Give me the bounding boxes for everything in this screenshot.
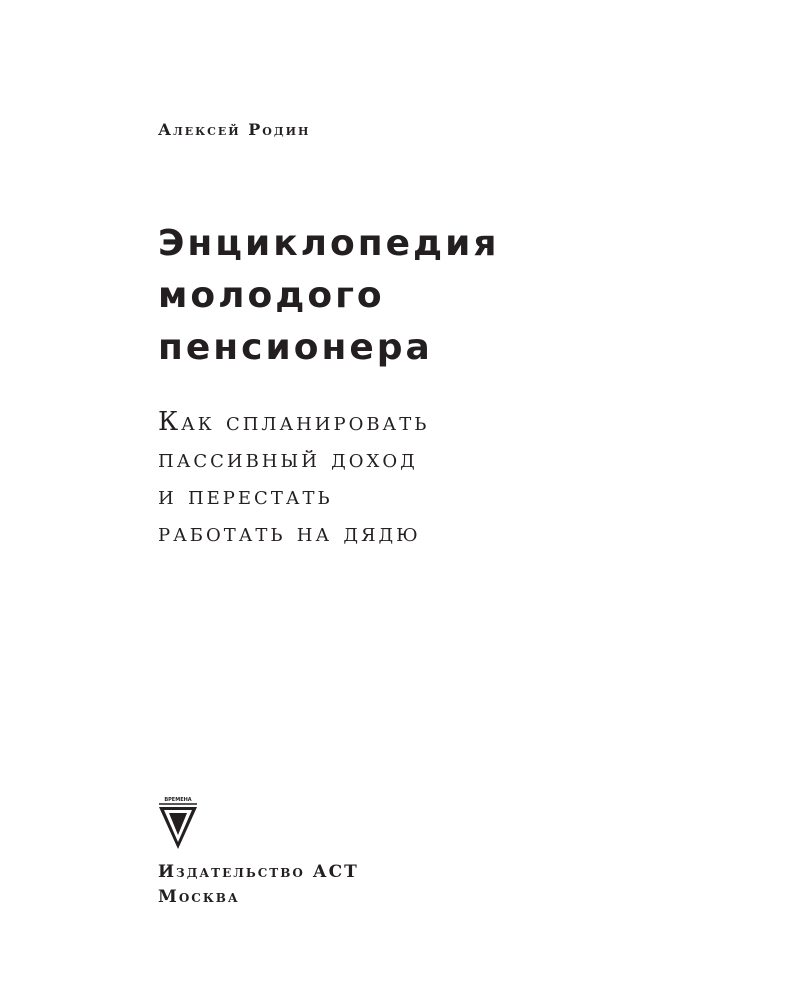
book-title <box>158 218 499 374</box>
title-line-3: пенсионера <box>158 327 433 368</box>
logo-text: ВРЕМЕНА <box>164 797 192 803</box>
publisher-name: Издательство АСТ <box>158 862 359 882</box>
book-subtitle <box>158 404 429 552</box>
subtitle-line-3: и перестать <box>158 481 333 511</box>
subtitle-line-4: работать на дядю <box>158 518 421 548</box>
subtitle-line-1: Как спланировать <box>158 407 430 437</box>
vremena-v-logo-icon <box>156 796 200 852</box>
subtitle-line-2: пассивный доход <box>158 444 418 474</box>
publisher-city: Москва <box>158 887 240 907</box>
author-name: Алексей Родин <box>158 120 311 139</box>
title-line-1: Энциклопедия <box>158 223 500 264</box>
title-line-2: молодого <box>158 275 385 316</box>
publisher-block <box>158 860 359 910</box>
